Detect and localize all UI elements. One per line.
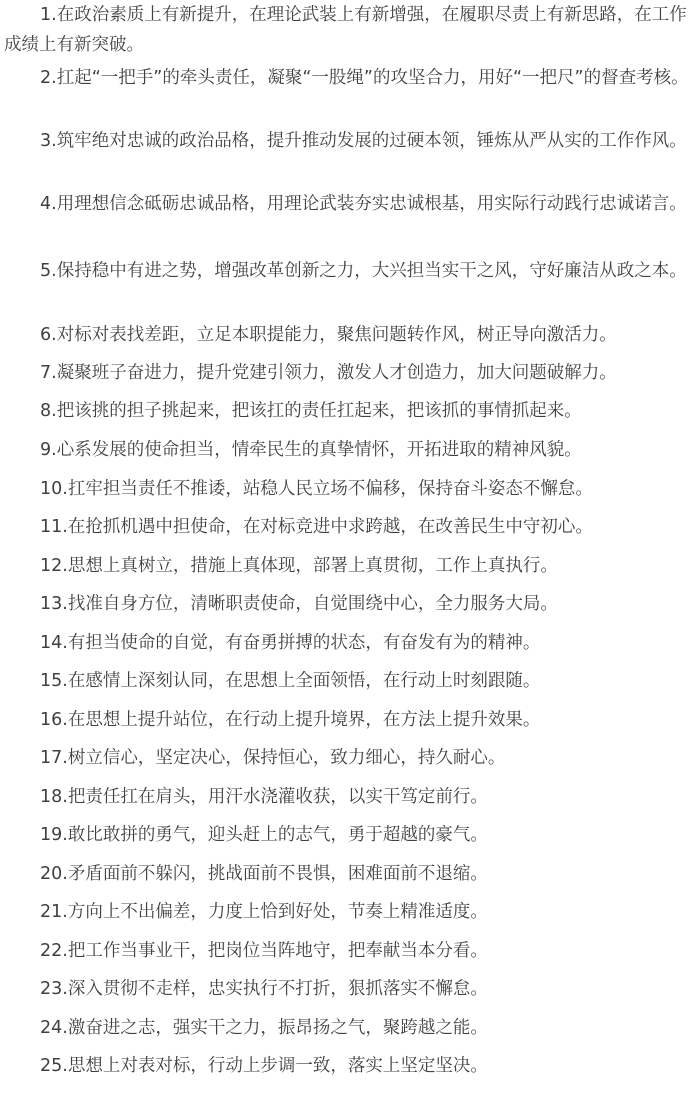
list-item: 23.深入贯彻不走样，忠实执行不打折，狠抓落实不懈怠。 [40, 979, 488, 999]
list-item: 15.在感情上深刻认同，在思想上全面领悟，在行动上时刻跟随。 [40, 671, 541, 691]
list-item: 19.敢比敢拼的勇气，迎头赶上的志气，勇于超越的豪气。 [40, 825, 488, 845]
list-item: 5.保持稳中有进之势，增强改革创新之力，大兴担当实干之风，守好廉洁从政之本。 [40, 261, 687, 281]
list-item: 12.思想上真树立，措施上真体现，部署上真贯彻，工作上真执行。 [40, 556, 558, 576]
list-item: 4.用理想信念砥砺忠诚品格，用理论武装夯实忠诚根基，用实际行动践行忠诚诺言。 [40, 194, 687, 214]
list-item: 7.凝聚班子奋进力，提升党建引领力，激发人才创造力，加大问题破解力。 [40, 363, 617, 383]
list-item: 24.激奋进之志，强实干之力，振昂扬之气，聚跨越之能。 [40, 1018, 488, 1038]
list-item: 20.矛盾面前不躲闪，挑战面前不畏惧，困难面前不退缩。 [40, 864, 488, 884]
list-item: 13.找准自身方位，清晰职责使命，自觉围绕中心，全力服务大局。 [40, 594, 558, 614]
list-item: 14.有担当使命的自觉，有奋勇拼搏的状态，有奋发有为的精神。 [40, 633, 541, 653]
list-item: 8.把该挑的担子挑起来，把该扛的责任扛起来，把该抓的事情抓起来。 [40, 401, 582, 421]
list-item: 3.筑牢绝对忠诚的政治品格，提升推动发展的过硬本领，锤炼从严从实的工作作风。 [40, 131, 687, 151]
list-item: 6.对标对表找差距，立足本职提能力，聚焦问题转作风，树正导向激活力。 [40, 325, 617, 345]
list-item: 17.树立信心，坚定决心，保持恒心，致力细心，持久耐心。 [40, 748, 506, 768]
list-item: 22.把工作当事业干，把岗位当阵地守，把奉献当本分看。 [40, 941, 488, 961]
list-item: 18.把责任扛在肩头，用汗水浇灌收获，以实干笃定前行。 [40, 787, 488, 807]
list-item: 21.方向上不出偏差，力度上恰到好处，节奏上精准适度。 [40, 902, 488, 922]
list-item: 25.思想上对表对标，行动上步调一致，落实上坚定坚决。 [40, 1056, 488, 1076]
list-item: 9.心系发展的使命担当，情牵民生的真挚情怀，开拓进取的精神风貌。 [40, 440, 582, 460]
list-item: 11.在抢抓机遇中担使命，在对标竞进中求跨越，在改善民生中守初心。 [40, 517, 593, 537]
list-item: 10.扛牢担当责任不推诿，站稳人民立场不偏移，保持奋斗姿态不懈怠。 [40, 479, 593, 499]
list-item: 1.在政治素质上有新提升，在理论武装上有新增强，在履职尽责上有新思路，在工作成绩上有新突破。 [4, 5, 687, 55]
list-item: 16.在思想上提升站位，在行动上提升境界，在方法上提升效果。 [40, 710, 541, 730]
list-item: 2.扛起“一把手”的牵头责任，凝聚“一股绳”的攻坚合力，用好“一把尺”的督查考核。 [40, 68, 689, 88]
